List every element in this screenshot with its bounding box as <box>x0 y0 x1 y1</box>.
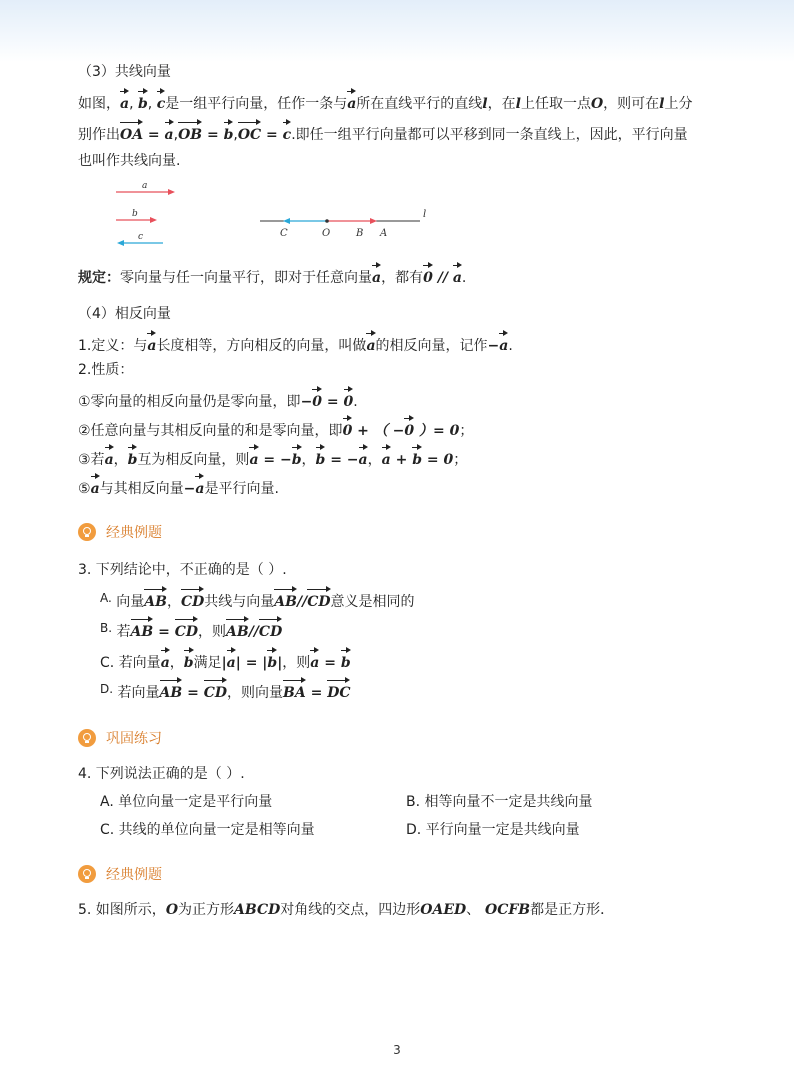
question-4-option-B[interactable]: B. 相等向量不一定是共线向量 <box>406 794 593 810</box>
rule-paragraph: 规定：零向量与任一向量平行，即对于任意向量a，都有0 // a. <box>78 264 466 288</box>
lightbulb-icon <box>78 729 96 747</box>
properties-title: 2.性质： <box>78 362 134 378</box>
section-3-title: （3）共线向量 <box>78 64 171 80</box>
practice-heading: 巩固练习 <box>78 728 162 748</box>
point-O-label: O <box>322 228 331 239</box>
line-l <box>260 209 426 239</box>
question-4-option-A[interactable]: A. 单位向量一定是平行向量 <box>100 794 273 810</box>
point-B-label: B <box>356 228 364 239</box>
page-number: 3 <box>393 1043 401 1057</box>
point-C-label: C <box>280 228 288 239</box>
point-A-label: A <box>380 228 388 239</box>
section-3-paragraph-line2: 别作出OA = a,OB = b,OC = c.即任一组平行向量都可以平移到同一条直线上，因此，平行向量 <box>78 121 688 145</box>
vector-a <box>116 181 175 195</box>
property-2: ②任意向量与其相反向量的和是零向量，即0 + （ −0 ）= 0； <box>78 417 473 441</box>
question-3-option-A[interactable]: A. 向量AB，CD共线与向量AB//CD意义是相同的 <box>100 588 415 612</box>
vector-c-label: c <box>138 232 144 242</box>
vector-c <box>117 232 163 246</box>
question-3-option-C[interactable]: C. 若向量a，b满足|a| = |b|，则a = b <box>100 649 351 673</box>
property-1: ①零向量的相反向量仍是零向量，即−0 = 0. <box>78 388 358 412</box>
vector-b-label: b <box>132 209 138 219</box>
question-3-option-B[interactable]: B. 若AB = CD，则AB//CD <box>100 618 282 642</box>
definition-line: 1.定义：与a长度相等，方向相反的向量，叫做a的相反向量，记作−a. <box>78 332 513 356</box>
property-5: ⑤a与其相反向量−a是平行向量. <box>78 475 279 499</box>
line-l-label: l <box>423 209 427 220</box>
lightbulb-icon <box>78 865 96 883</box>
question-4-option-D[interactable]: D. 平行向量一定是共线向量 <box>406 822 580 838</box>
classic-example-heading-2: 经典例题 <box>78 864 162 884</box>
question-4-stem: 4. 下列说法正确的是（ ）. <box>78 766 245 782</box>
vector-b <box>116 209 157 223</box>
question-4-option-C[interactable]: C. 共线的单位向量一定是相等向量 <box>100 822 315 838</box>
section-3-paragraph-line1: 如图，a, b, c是一组平行向量，任作一条与a所在直线平行的直线l，在l上任取一点O，则可在l上分 <box>78 90 692 114</box>
section-3-paragraph-line3: 也叫作共线向量. <box>78 153 181 169</box>
vector-a-label: a <box>142 181 148 191</box>
question-3-stem: 3. 下列结论中，不正确的是（ ）. <box>78 562 287 578</box>
section-4-title: （4）相反向量 <box>78 306 171 322</box>
collinear-vectors-figure <box>108 180 508 250</box>
header-band <box>0 0 794 62</box>
question-3-option-D[interactable]: D. 若向量AB = CD，则向量BA = DC <box>100 679 350 703</box>
classic-example-heading: 经典例题 <box>78 522 162 542</box>
property-3: ③若a，b互为相反向量，则a = −b，b = −a，a + b = 0； <box>78 446 467 470</box>
lightbulb-icon <box>78 523 96 541</box>
question-5-stem: 5. 如图所示，O为正方形ABCD对角线的交点，四边形OAED、 OCFB都是正方形． <box>78 902 615 918</box>
